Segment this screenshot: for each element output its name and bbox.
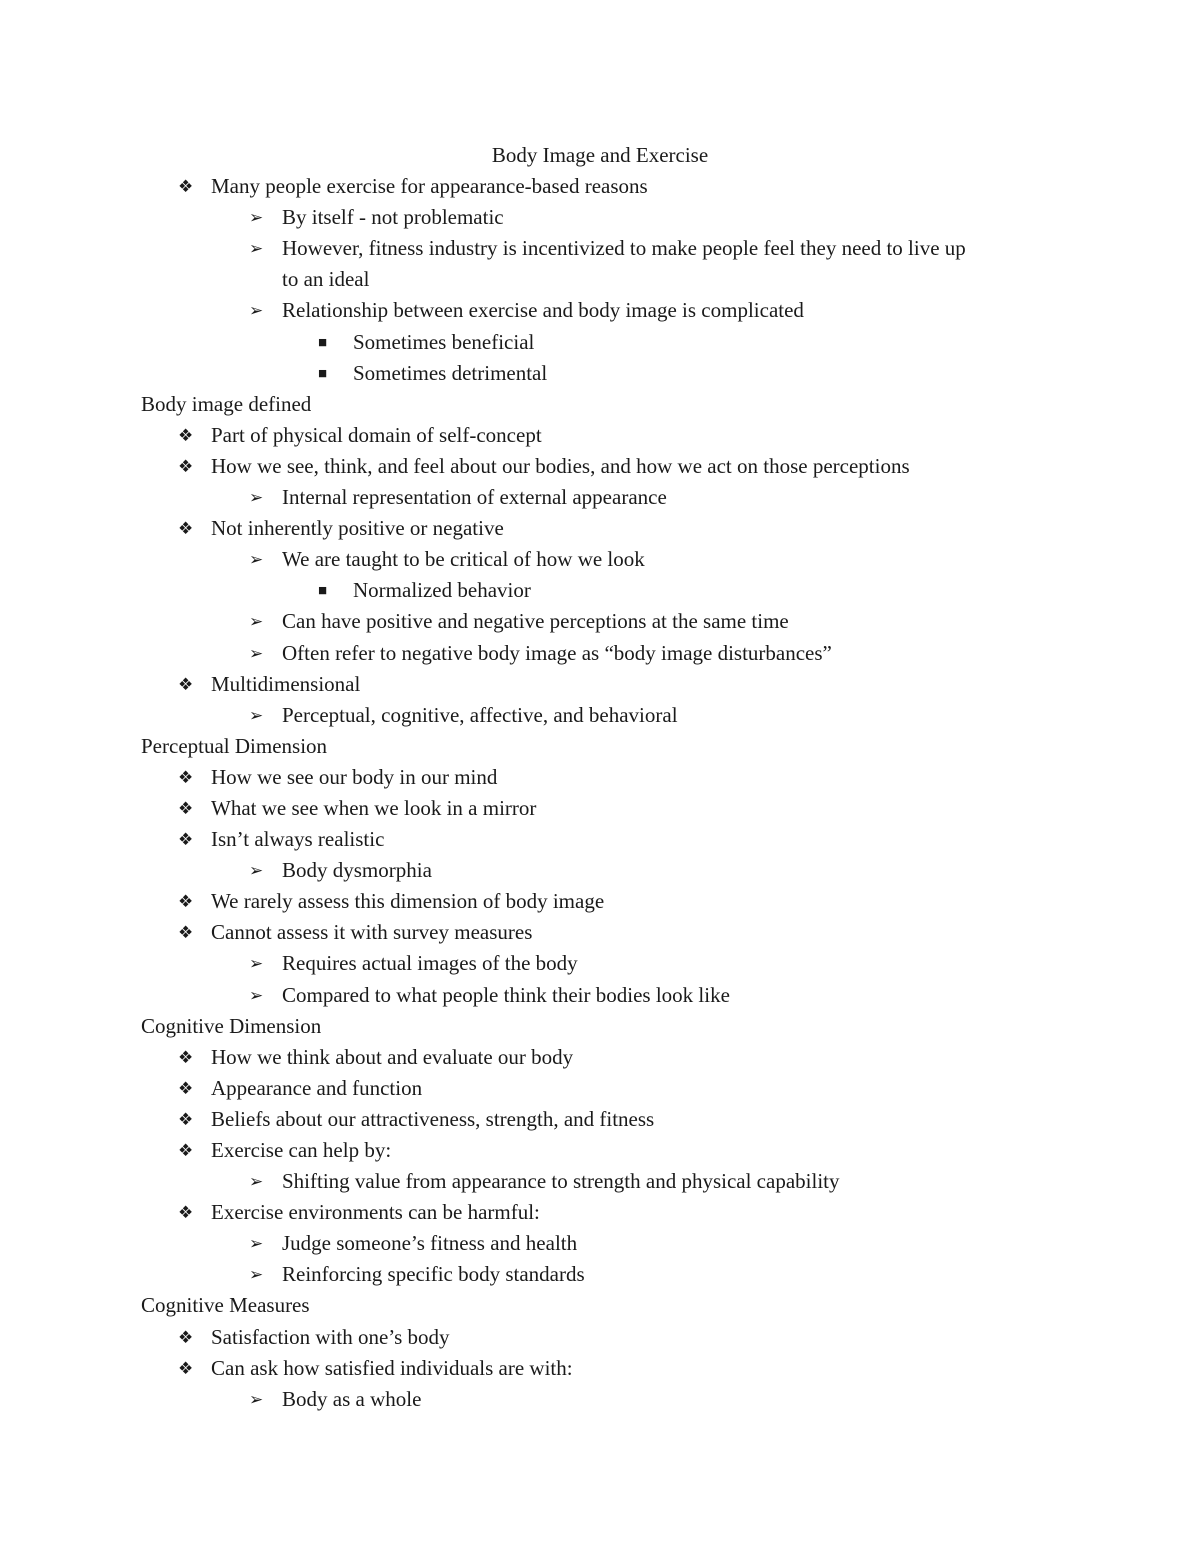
bullet-item-level1 [0,1322,1200,1353]
bullet-item-level1 [0,669,1200,700]
diamond-bullet-icon: ❖ [178,798,194,818]
outline-item-text: Shifting value from appearance to strength and physical capability [282,1169,840,1194]
outline-item-text: Body as a whole [282,1386,422,1411]
diamond-bullet-icon: ❖ [178,674,194,694]
diamond-bullet-icon: ❖ [178,830,194,850]
outline-item-text: Compared to what people think their bodies look like [282,982,730,1007]
outline-item-text: Body image defined [141,391,312,416]
section-heading [0,731,1200,762]
outline-item-text: Isn’t always realistic [211,827,385,852]
bullet-item-level2 [0,980,1200,1011]
bullet-item-level1 [0,1073,1200,1104]
bullet-item-level1 [0,793,1200,824]
bullet-item-level1 [0,917,1200,948]
outline-item-text: However, fitness industry is incentivized to make people feel they need to live up [282,236,966,261]
arrow-bullet-icon: ➢ [249,1389,264,1409]
bullet-item-level2 [0,1228,1200,1259]
bullet-item-level2 [0,1384,1200,1415]
arrow-bullet-icon: ➢ [249,239,264,259]
bullet-item-level1 [0,1042,1200,1073]
bullet-item-level1 [0,171,1200,202]
outline-item-text: What we see when we look in a mirror [211,795,537,820]
outline-item-text: Normalized behavior [353,578,531,603]
bullet-item-level2 [0,1259,1200,1290]
section-heading [0,1290,1200,1321]
document-title-line [0,140,1200,171]
arrow-bullet-icon: ➢ [249,301,264,321]
square-bullet-icon: ■ [318,583,328,600]
diamond-bullet-icon: ❖ [178,767,194,787]
bullet-item-level2 [0,638,1200,669]
outline-item-text: How we think about and evaluate our body [211,1044,574,1069]
arrow-bullet-icon: ➢ [249,1172,264,1192]
outline-item-text: Appearance and function [211,1075,423,1100]
bullet-item-level2 [0,295,1200,326]
diamond-bullet-icon: ❖ [178,1109,194,1129]
diamond-bullet-icon: ❖ [178,425,194,445]
bullet-item-level1 [0,1197,1200,1228]
bullet-item-level1 [0,1104,1200,1135]
bullet-item-level2 [0,606,1200,637]
document-title: Body Image and Exercise [491,143,709,167]
outline-item-text: Part of physical domain of self-concept [211,422,542,447]
bullet-item-level1 [0,1135,1200,1166]
outline-list [0,171,1200,1415]
outline-item-text: Often refer to negative body image as “body image disturbances” [282,640,832,665]
bullet-item-level1 [0,824,1200,855]
diamond-bullet-icon: ❖ [178,1078,194,1098]
outline-item-text: We are taught to be critical of how we look [282,547,645,572]
arrow-bullet-icon: ➢ [249,954,264,974]
diamond-bullet-icon: ❖ [178,1047,194,1067]
bullet-item-level3 [0,327,1200,358]
bullet-item-level2 [0,482,1200,513]
bullet-item-level2 [0,233,1200,264]
diamond-bullet-icon: ❖ [178,1358,194,1378]
outline-item-text: Cognitive Dimension [141,1013,322,1038]
outline-item-text: Can ask how satisfied individuals are with: [211,1355,573,1380]
outline-item-text: Requires actual images of the body [282,951,578,976]
outline-item-text: How we see our body in our mind [211,764,498,789]
outline-item-text: Cognitive Measures [141,1293,310,1318]
document-page [0,140,1200,1415]
outline-item-text: Many people exercise for appearance-based reasons [211,174,648,199]
outline-item-text: Beliefs about our attractiveness, strength, and fitness [211,1106,655,1131]
bullet-item-level2 [0,855,1200,886]
outline-item-text: Perceptual, cognitive, affective, and behavioral [282,702,678,727]
outline-item-text: Sometimes detrimental [353,360,548,385]
outline-item-text: Multidimensional [211,671,361,696]
bullet-item-level2 [0,544,1200,575]
outline-item-text: Internal representation of external appearance [282,485,667,510]
arrow-bullet-icon: ➢ [249,985,264,1005]
diamond-bullet-icon: ❖ [178,1141,194,1160]
arrow-bullet-icon: ➢ [249,861,264,881]
arrow-bullet-icon: ➢ [249,612,264,632]
arrow-bullet-icon: ➢ [249,1265,264,1285]
arrow-bullet-icon: ➢ [249,705,264,725]
diamond-bullet-icon: ❖ [178,923,194,943]
bullet-item-level1 [0,1353,1200,1384]
outline-item-text: Judge someone’s fitness and health [282,1231,578,1256]
bullet-item-level1 [0,451,1200,482]
outline-item-text: Reinforcing specific body standards [282,1262,585,1287]
arrow-bullet-icon: ➢ [249,643,264,663]
square-bullet-icon: ■ [318,334,328,351]
bullet-item-level2 [0,1166,1200,1197]
outline-item-text: Can have positive and negative perceptions at the same time [282,609,789,634]
bullet-item-level2 [0,700,1200,731]
outline-item-text: Perceptual Dimension [141,733,328,758]
outline-item-text: By itself - not problematic [282,205,504,230]
bullet-item-level1 [0,513,1200,544]
arrow-bullet-icon: ➢ [249,1234,264,1254]
bullet-item-continuation [0,264,1200,295]
bullet-item-level2 [0,202,1200,233]
bullet-item-level3 [0,358,1200,389]
section-heading [0,389,1200,420]
outline-item-text: Not inherently positive or negative [211,516,504,541]
diamond-bullet-icon: ❖ [178,456,194,476]
bullet-item-level2 [0,948,1200,979]
bullet-item-level1 [0,886,1200,917]
outline-item-text: Relationship between exercise and body image is complicated [282,298,804,323]
arrow-bullet-icon: ➢ [249,550,264,570]
diamond-bullet-icon: ❖ [178,892,194,912]
outline-item-text: Cannot assess it with survey measures [211,920,533,945]
diamond-bullet-icon: ❖ [178,1203,194,1223]
section-heading [0,1011,1200,1042]
outline-item-text: Exercise can help by: [211,1138,392,1162]
bullet-item-level1 [0,420,1200,451]
outline-item-text: Body dysmorphia [282,858,432,883]
diamond-bullet-icon: ❖ [178,1327,194,1347]
outline-item-text: to an ideal [282,267,370,292]
outline-item-text: How we see, think, and feel about our bodies, and how we act on those perceptions [211,453,910,478]
outline-item-text: Sometimes beneficial [353,329,535,354]
diamond-bullet-icon: ❖ [178,177,194,197]
outline-item-text: Satisfaction with one’s body [211,1324,450,1349]
bullet-item-level3 [0,575,1200,606]
arrow-bullet-icon: ➢ [249,208,264,228]
bullet-item-level1 [0,762,1200,793]
outline-item-text: Exercise environments can be harmful: [211,1200,540,1225]
outline-item-text: We rarely assess this dimension of body image [211,889,605,914]
arrow-bullet-icon: ➢ [249,488,264,508]
square-bullet-icon: ■ [318,365,328,382]
diamond-bullet-icon: ❖ [178,519,194,539]
